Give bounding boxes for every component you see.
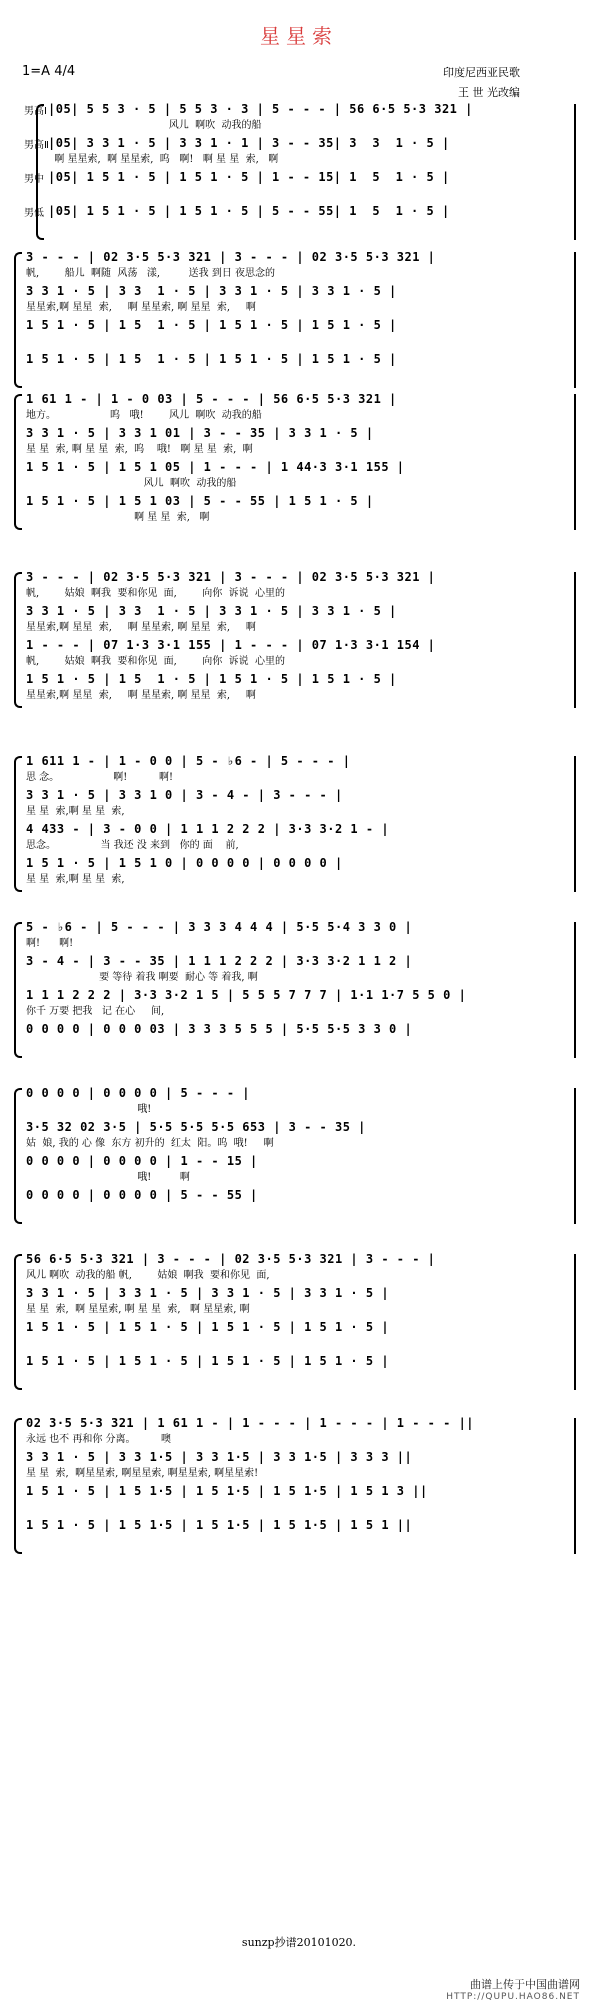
notation-line: 3·5 32 02 3·5 | 5·5 5·5 5·5 653 | 3 - - 35 | [26, 1120, 366, 1134]
lyric-line: 风儿 啊吹 动我的船 帆, 姑娘 啊我 要和你见 面, [26, 1270, 270, 1281]
system-brace [14, 252, 22, 388]
system-brace [14, 1088, 22, 1224]
system-brace [14, 756, 22, 892]
voice-staff [26, 352, 570, 388]
lyric-line: 你千 万要 把我 记 在心 间, [26, 1006, 165, 1017]
lyric-line: 帆, 姑娘 啊我 要和你见 面, 向你 诉说 心里的 [26, 588, 286, 599]
voice-staff [26, 1416, 570, 1452]
voice-staff [26, 638, 570, 674]
voice-staff [26, 392, 570, 428]
voice-staff [26, 672, 570, 708]
voice-staff [26, 318, 570, 354]
lyric-line: 星 星 索,啊 星 星 索, [26, 806, 125, 817]
system-brace [14, 572, 22, 708]
notation-line: 3 3 1 · 5 | 3 3 1 0 | 3 - 4 - | 3 - - - | [26, 788, 343, 802]
system-barline [574, 394, 576, 530]
voice-staff [26, 954, 570, 990]
lyric-line: 风儿 啊吹 动我的船 [26, 478, 237, 489]
voice-staff [26, 856, 570, 892]
system-barline [574, 104, 576, 240]
lyric-line: 星 星 索, 啊星星索, 啊星星索, 啊星星索, 啊星星索! [26, 1468, 259, 1479]
lyric-line: 地方。 呜 哦! 风儿 啊吹 动我的船 [26, 410, 262, 421]
voice-staff [26, 1022, 570, 1058]
system-barline [574, 252, 576, 388]
notation-line: 4 433 - | 3 - 0 0 | 1 1 1 2 2 2 | 3·3 3·2 1 - | [26, 822, 390, 836]
score-system [24, 100, 580, 244]
system-barline [574, 756, 576, 892]
lyric-line [26, 1337, 570, 1351]
watermark-url: HTTP://QUPU.HAO86.NET [446, 1992, 580, 2002]
lyric-line: 帆, 船儿 啊随 风荡 漾, 送我 到日 夜思念的 [26, 268, 276, 279]
voice-staff [26, 426, 570, 462]
voice-staff [26, 1086, 570, 1122]
lyric-line [26, 1039, 570, 1053]
voice-label: 男低 [24, 208, 44, 219]
voice-staff [26, 284, 570, 320]
notation-line: 1 5 1 · 5 | 1 5 1·5 | 1 5 1·5 | 1 5 1·5 | 1 5 1 || [26, 1518, 413, 1532]
score-system [14, 918, 580, 1062]
notation-line: 02 3·5 5·3 321 | 1 61 1 - | 1 - - - | 1 - - - | 1 - - - || [26, 1416, 475, 1430]
notation-line: 1 5 1 · 5 | 1 5 1 · 5 | 1 5 1 · 5 | 1 5 1 · 5 | [26, 672, 397, 686]
score-system [14, 568, 580, 712]
notation-line: 3 - - - | 02 3·5 5·3 321 | 3 - - - | 02 3·5 5·3 321 | [26, 250, 436, 264]
score-system [14, 1084, 580, 1228]
notation-line: 1 - - - | 07 1·3 3·1 155 | 1 - - - | 07 1·3 3·1 154 | [26, 638, 436, 652]
voice-staff [26, 1120, 570, 1156]
notation-line: 3 3 1 · 5 | 3 3 1 01 | 3 - - 35 | 3 3 1 · 5 | [26, 426, 374, 440]
system-brace [14, 1254, 22, 1390]
system-barline [574, 1418, 576, 1554]
notation-line: 1 5 1 · 5 | 1 5 1 03 | 5 - - 55 | 1 5 1 · 5 | [26, 494, 374, 508]
lyric-line: 星 星 索,啊 星 星 索, [26, 874, 125, 885]
voice-staff [26, 988, 570, 1024]
notation-line: 1 5 1 · 5 | 1 5 1 · 5 | 1 5 1 · 5 | 1 5 1 · 5 | [26, 1320, 390, 1334]
lyric-line [26, 369, 570, 383]
score-system [14, 390, 580, 534]
lyric-line: 永远 也不 再和你 分离。 噢 [26, 1434, 171, 1445]
voice-label: 男高Ⅱ [24, 140, 49, 151]
lyric-line: 风儿 啊吹 动我的船 [48, 120, 262, 131]
notation-line: |05| 1 5 1 · 5 | 1 5 1 · 5 | 1 - - 15| 1 5 1 · 5 | [48, 170, 450, 184]
system-barline [574, 1254, 576, 1390]
lyric-line [48, 221, 570, 235]
footer-note: sunzp抄谱20101020. [241, 1936, 357, 1949]
notation-line: 56 6·5 5·3 321 | 3 - - - | 02 3·5 5·3 321 | 3 - - - | [26, 1252, 436, 1266]
voice-staff [26, 1154, 570, 1190]
voice-label: 男中 [24, 174, 44, 185]
lyric-line: 要 等待 着我 啊要 耐心 等 着我, 啊 [26, 972, 258, 983]
voice-staff [26, 494, 570, 530]
notation-line: 3 3 1 · 5 | 3 3 1·5 | 3 3 1·5 | 3 3 1·5 | 3 3 3 || [26, 1450, 413, 1464]
notation-line: 3 3 1 · 5 | 3 3 1 · 5 | 3 3 1 · 5 | 3 3 1 · 5 | [26, 604, 397, 618]
score-system [14, 248, 580, 392]
voice-staff [26, 920, 570, 956]
notation-line: 3 3 1 · 5 | 3 3 1 · 5 | 3 3 1 · 5 | 3 3 1 · 5 | [26, 1286, 390, 1300]
key-signature: 1=A 4/4 [22, 64, 76, 79]
voice-staff [26, 250, 570, 286]
notation-line: 1 61 1 - | 1 - 0 03 | 5 - - - | 56 6·5 5·3 321 | [26, 392, 397, 406]
notation-line: |05| 1 5 1 · 5 | 1 5 1 · 5 | 5 - - 55| 1 5 1 · 5 | [48, 204, 450, 218]
notation-line: 0 0 0 0 | 0 0 0 0 | 5 - - - | [26, 1086, 251, 1100]
lyric-line: 星 星 索, 啊 星星索, 啊 星 星 索, 啊 星星索, 啊 [26, 1304, 250, 1315]
voice-staff [48, 170, 570, 206]
voice-staff [48, 136, 570, 172]
system-brace [14, 394, 22, 530]
voice-staff [26, 460, 570, 496]
lyric-line: 星星索,啊 星星 索, 啊 星星索, 啊 星星 索, 啊 [26, 622, 256, 633]
notation-line: 5 - ♭6 - | 5 - - - | 3 3 3 4 4 4 | 5·5 5·4 3 3 0 | [26, 920, 413, 934]
notation-line: 0 0 0 0 | 0 0 0 03 | 3 3 3 5 5 5 | 5·5 5·5 3 3 0 | [26, 1022, 413, 1036]
notation-line: 3 - - - | 02 3·5 5·3 321 | 3 - - - | 02 3·5 5·3 321 | [26, 570, 436, 584]
notation-line: 0 0 0 0 | 0 0 0 0 | 1 - - 15 | [26, 1154, 258, 1168]
watermark-line1: 曲谱上传于中国曲谱网 [470, 1978, 580, 1991]
page-title: 星星索 [260, 24, 338, 48]
lyric-line: 哦! [26, 1104, 152, 1115]
voice-staff [48, 204, 570, 240]
voice-staff [26, 1320, 570, 1356]
system-barline [574, 572, 576, 708]
lyric-line: 啊 星星索, 啊 星星索, 呜 啊! 啊 星 星 索, 啊 [48, 154, 279, 165]
origin-credit: 印度尼西亚民歌 [443, 66, 520, 79]
arranger-credit: 王 世 光改编 [458, 86, 520, 99]
lyric-line: 帆, 姑娘 啊我 要和你见 面, 向你 诉说 心里的 [26, 656, 286, 667]
voice-staff [26, 1484, 570, 1520]
voice-staff [48, 102, 570, 138]
voice-staff [26, 1252, 570, 1288]
voice-staff [26, 1286, 570, 1322]
lyric-line [26, 1371, 570, 1385]
notation-line: 0 0 0 0 | 0 0 0 0 | 5 - - 55 | [26, 1188, 258, 1202]
voice-staff [26, 788, 570, 824]
lyric-line: 星 星 索, 啊 星 星 索, 呜 哦! 啊 星 星 索, 啊 [26, 444, 253, 455]
lyric-line: 思念。 当 我还 没 来到 你的 面 前, [26, 840, 239, 851]
lyric-line: 思 念。 啊! 啊! [26, 772, 174, 783]
notation-line: 1 5 1 · 5 | 1 5 1 · 5 | 1 5 1 · 5 | 1 5 1 · 5 | [26, 318, 397, 332]
lyric-line [26, 1501, 570, 1515]
notation-line: |05| 5 5 3 · 5 | 5 5 3 · 3 | 5 - - - | 56 6·5 5·3 321 | [48, 102, 473, 116]
score-system [14, 1414, 580, 1558]
notation-line: 1 5 1 · 5 | 1 5 1 05 | 1 - - - | 1 44·3 3·1 155 | [26, 460, 405, 474]
voice-staff [26, 1354, 570, 1390]
system-brace [14, 1418, 22, 1554]
lyric-line [26, 1535, 570, 1549]
system-brace [14, 922, 22, 1058]
notation-line: 1 5 1 · 5 | 1 5 1·5 | 1 5 1·5 | 1 5 1·5 | 1 5 1 3 || [26, 1484, 428, 1498]
notation-line: 1 611 1 - | 1 - 0 0 | 5 - ♭6 - | 5 - - - | [26, 754, 351, 768]
lyric-line [26, 1205, 570, 1219]
lyric-line [26, 335, 570, 349]
voice-staff [26, 570, 570, 606]
lyric-line: 姑 娘, 我的 心 像 东方 初升的 红太 阳。呜 哦! 啊 [26, 1138, 274, 1149]
score-system [14, 1250, 580, 1394]
notation-line: 1 5 1 · 5 | 1 5 1 · 5 | 1 5 1 · 5 | 1 5 1 · 5 | [26, 1354, 390, 1368]
lyric-line: 星星索,啊 星星 索, 啊 星星索, 啊 星星 索, 啊 [26, 302, 256, 313]
lyric-line: 啊! 啊! [26, 938, 74, 949]
voice-staff [26, 1450, 570, 1486]
voice-staff [26, 604, 570, 640]
lyric-line: 哦! 啊 [26, 1172, 190, 1183]
system-barline [574, 922, 576, 1058]
lyric-line [48, 187, 570, 201]
lyric-line: 啊 星 星 索, 啊 [26, 512, 210, 523]
notation-line: 1 5 1 · 5 | 1 5 1 · 5 | 1 5 1 · 5 | 1 5 1 · 5 | [26, 352, 397, 366]
notation-line: 1 1 1 2 2 2 | 3·3 3·2 1 5 | 5 5 5 7 7 7 | 1·1 1·7 5 5 0 | [26, 988, 467, 1002]
voice-staff [26, 1188, 570, 1224]
lyric-line: 星星索,啊 星星 索, 啊 星星索, 啊 星星 索, 啊 [26, 690, 256, 701]
voice-label: 男高Ⅰ [24, 106, 47, 117]
voice-staff [26, 1518, 570, 1554]
system-barline [574, 1088, 576, 1224]
notation-line: |05| 3 3 1 · 5 | 3 3 1 · 1 | 3 - - 35| 3 3 1 · 5 | [48, 136, 450, 150]
voice-staff [26, 754, 570, 790]
notation-line: 3 - 4 - | 3 - - 35 | 1 1 1 2 2 2 | 3·3 3·2 1 1 2 | [26, 954, 413, 968]
notation-line: 1 5 1 · 5 | 1 5 1 0 | 0 0 0 0 | 0 0 0 0 | [26, 856, 343, 870]
watermark [446, 1976, 580, 2002]
notation-line: 3 3 1 · 5 | 3 3 1 · 5 | 3 3 1 · 5 | 3 3 1 · 5 | [26, 284, 397, 298]
voice-staff [26, 822, 570, 858]
score-system [14, 752, 580, 896]
